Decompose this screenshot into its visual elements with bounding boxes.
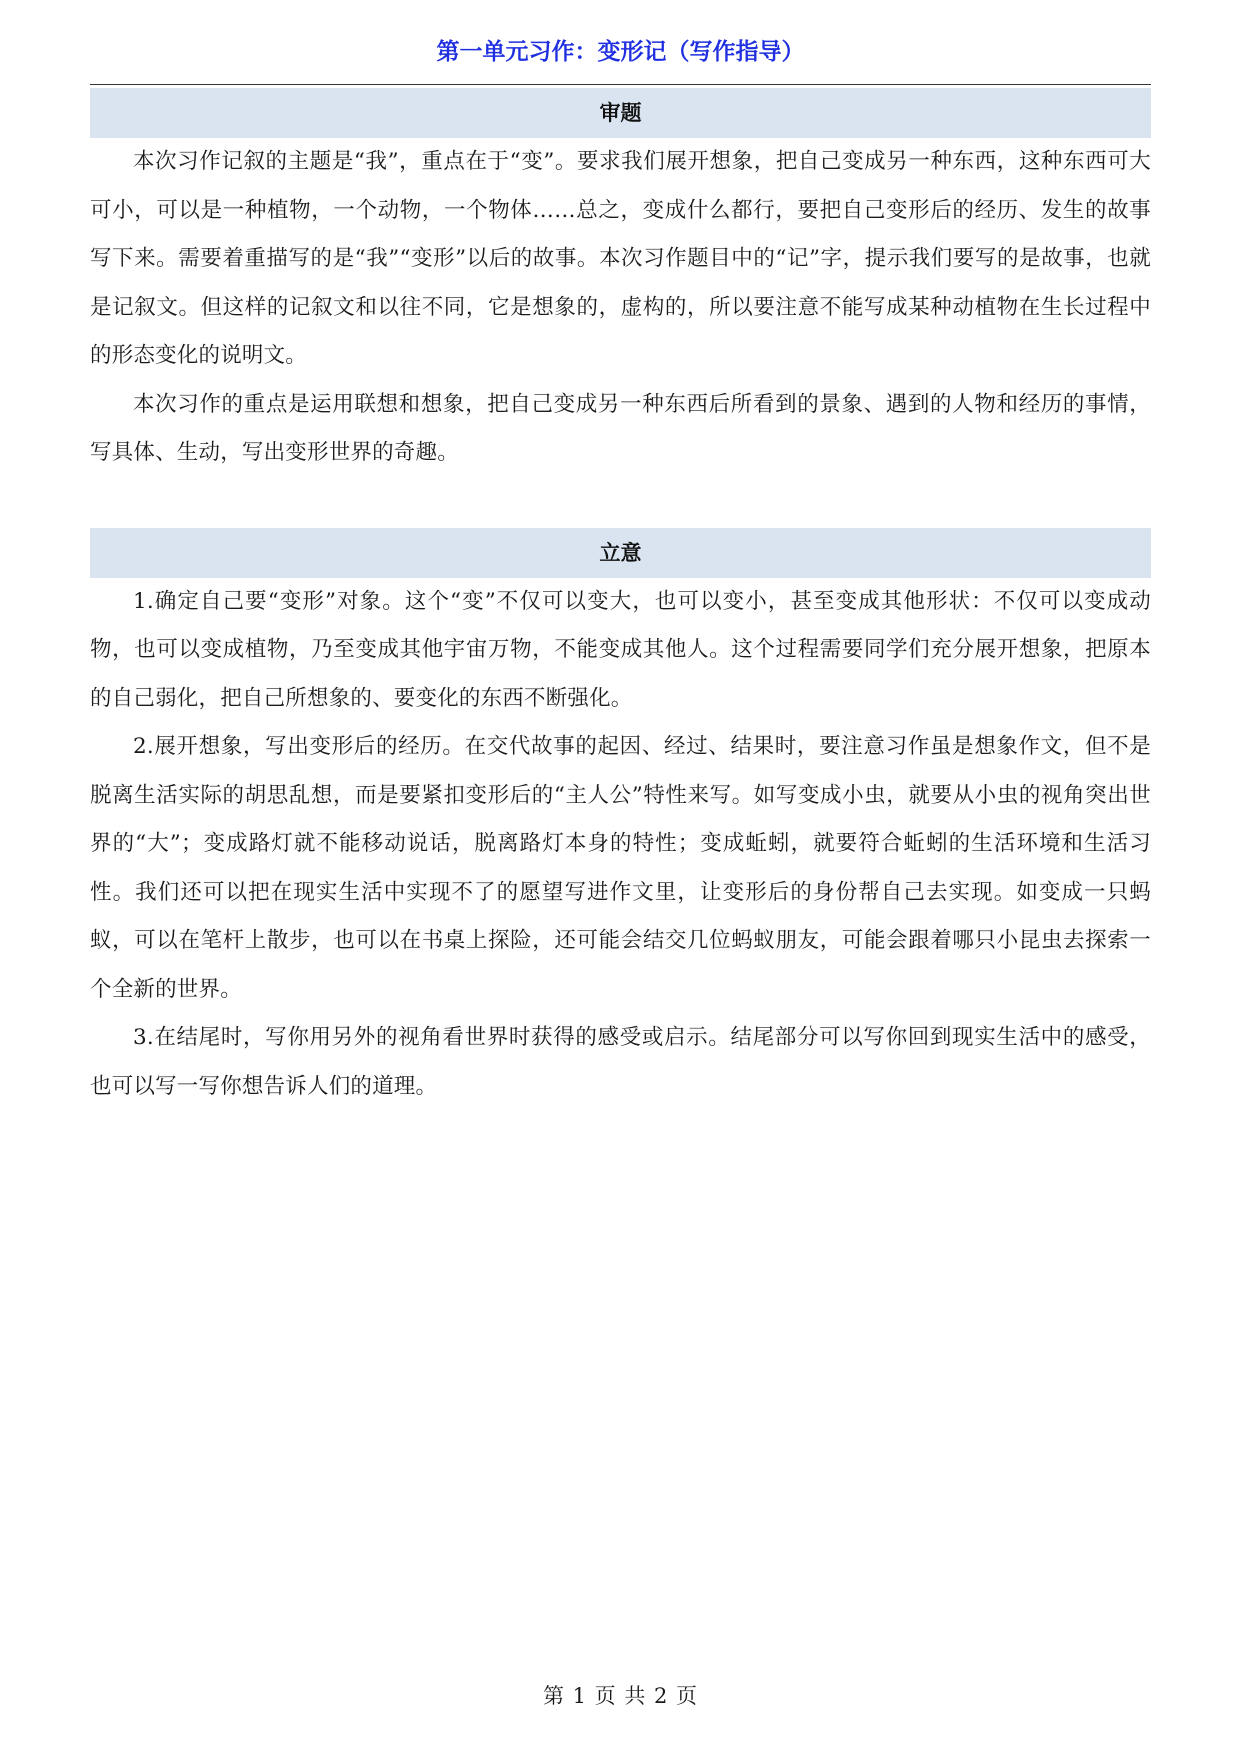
- document-body: [90, 88, 1151, 1111]
- section-heading: 审题: [90, 88, 1151, 138]
- paragraph: 本次习作记叙的主题是“我”，重点在于“变”。要求我们展开想象，把自己变成另一种东西，这种东西可大可小，可以是一种植物，一个动物，一个物体……总之，变成什么都行，要把自己变形后的经历、发生的故事写下来。需要着重描写的是“我”“变形”以后的故事。本次习作题目中的“记”字，提示我们要写的是故事，也就是记叙文。但这样的记叙文和以往不同，它是想象的，虚构的，所以要注意不能写成某种动植物在生长过程中的形态变化的说明文。: [90, 149, 1151, 368]
- paragraph: 3.在结尾时，写你用另外的视角看世界时获得的感受或启示。结尾部分可以写你回到现实生活中的感受，也可以写一写你想告诉人们的道理。: [90, 1025, 1151, 1099]
- page-header: [90, 34, 1151, 85]
- section-shenti: [90, 88, 1151, 478]
- section-heading: 立意: [90, 528, 1151, 578]
- paragraph: 1.确定自己要“变形”对象。这个“变”不仅可以变大，也可以变小，甚至变成其他形状：不仅可以变成动物，也可以变成植物，乃至变成其他宇宙万物，不能变成其他人。这个过程需要同学们充分展开想象，把原本的自己弱化，把自己所想象的、要变化的东西不断强化。: [90, 588, 1151, 711]
- paragraph: 本次习作的重点是运用联想和想象，把自己变成另一种东西后所看到的景象、遇到的人物和经历的事情，写具体、生动，写出变形世界的奇趣。: [90, 391, 1151, 465]
- paragraph: 2.展开想象，写出变形后的经历。在交代故事的起因、经过、结果时，要注意习作虽是想象作文，但不是脱离生活实际的胡思乱想，而是要紧扣变形后的“主人公”特性来写。如写变成小虫，就要从小虫的视角突出世界的“大”；变成路灯就不能移动说话，脱离路灯本身的特性；变成蚯蚓，就要符合蚯蚓的生活环境和生活习性。我们还可以把在现实生活中实现不了的愿望写进作文里，让变形后的身份帮自己去实现。如变成一只蚂蚁，可以在笔杆上散步，也可以在书桌上探险，还可能会结交几位蚂蚁朋友，可能会跟着哪只小昆虫去探索一个全新的世界。: [90, 734, 1151, 1002]
- section-liyi: [90, 528, 1151, 1112]
- page-number: 第 1 页 共 2 页: [542, 1684, 699, 1708]
- document-title: 第一单元习作：变形记（写作指导）: [436, 39, 805, 65]
